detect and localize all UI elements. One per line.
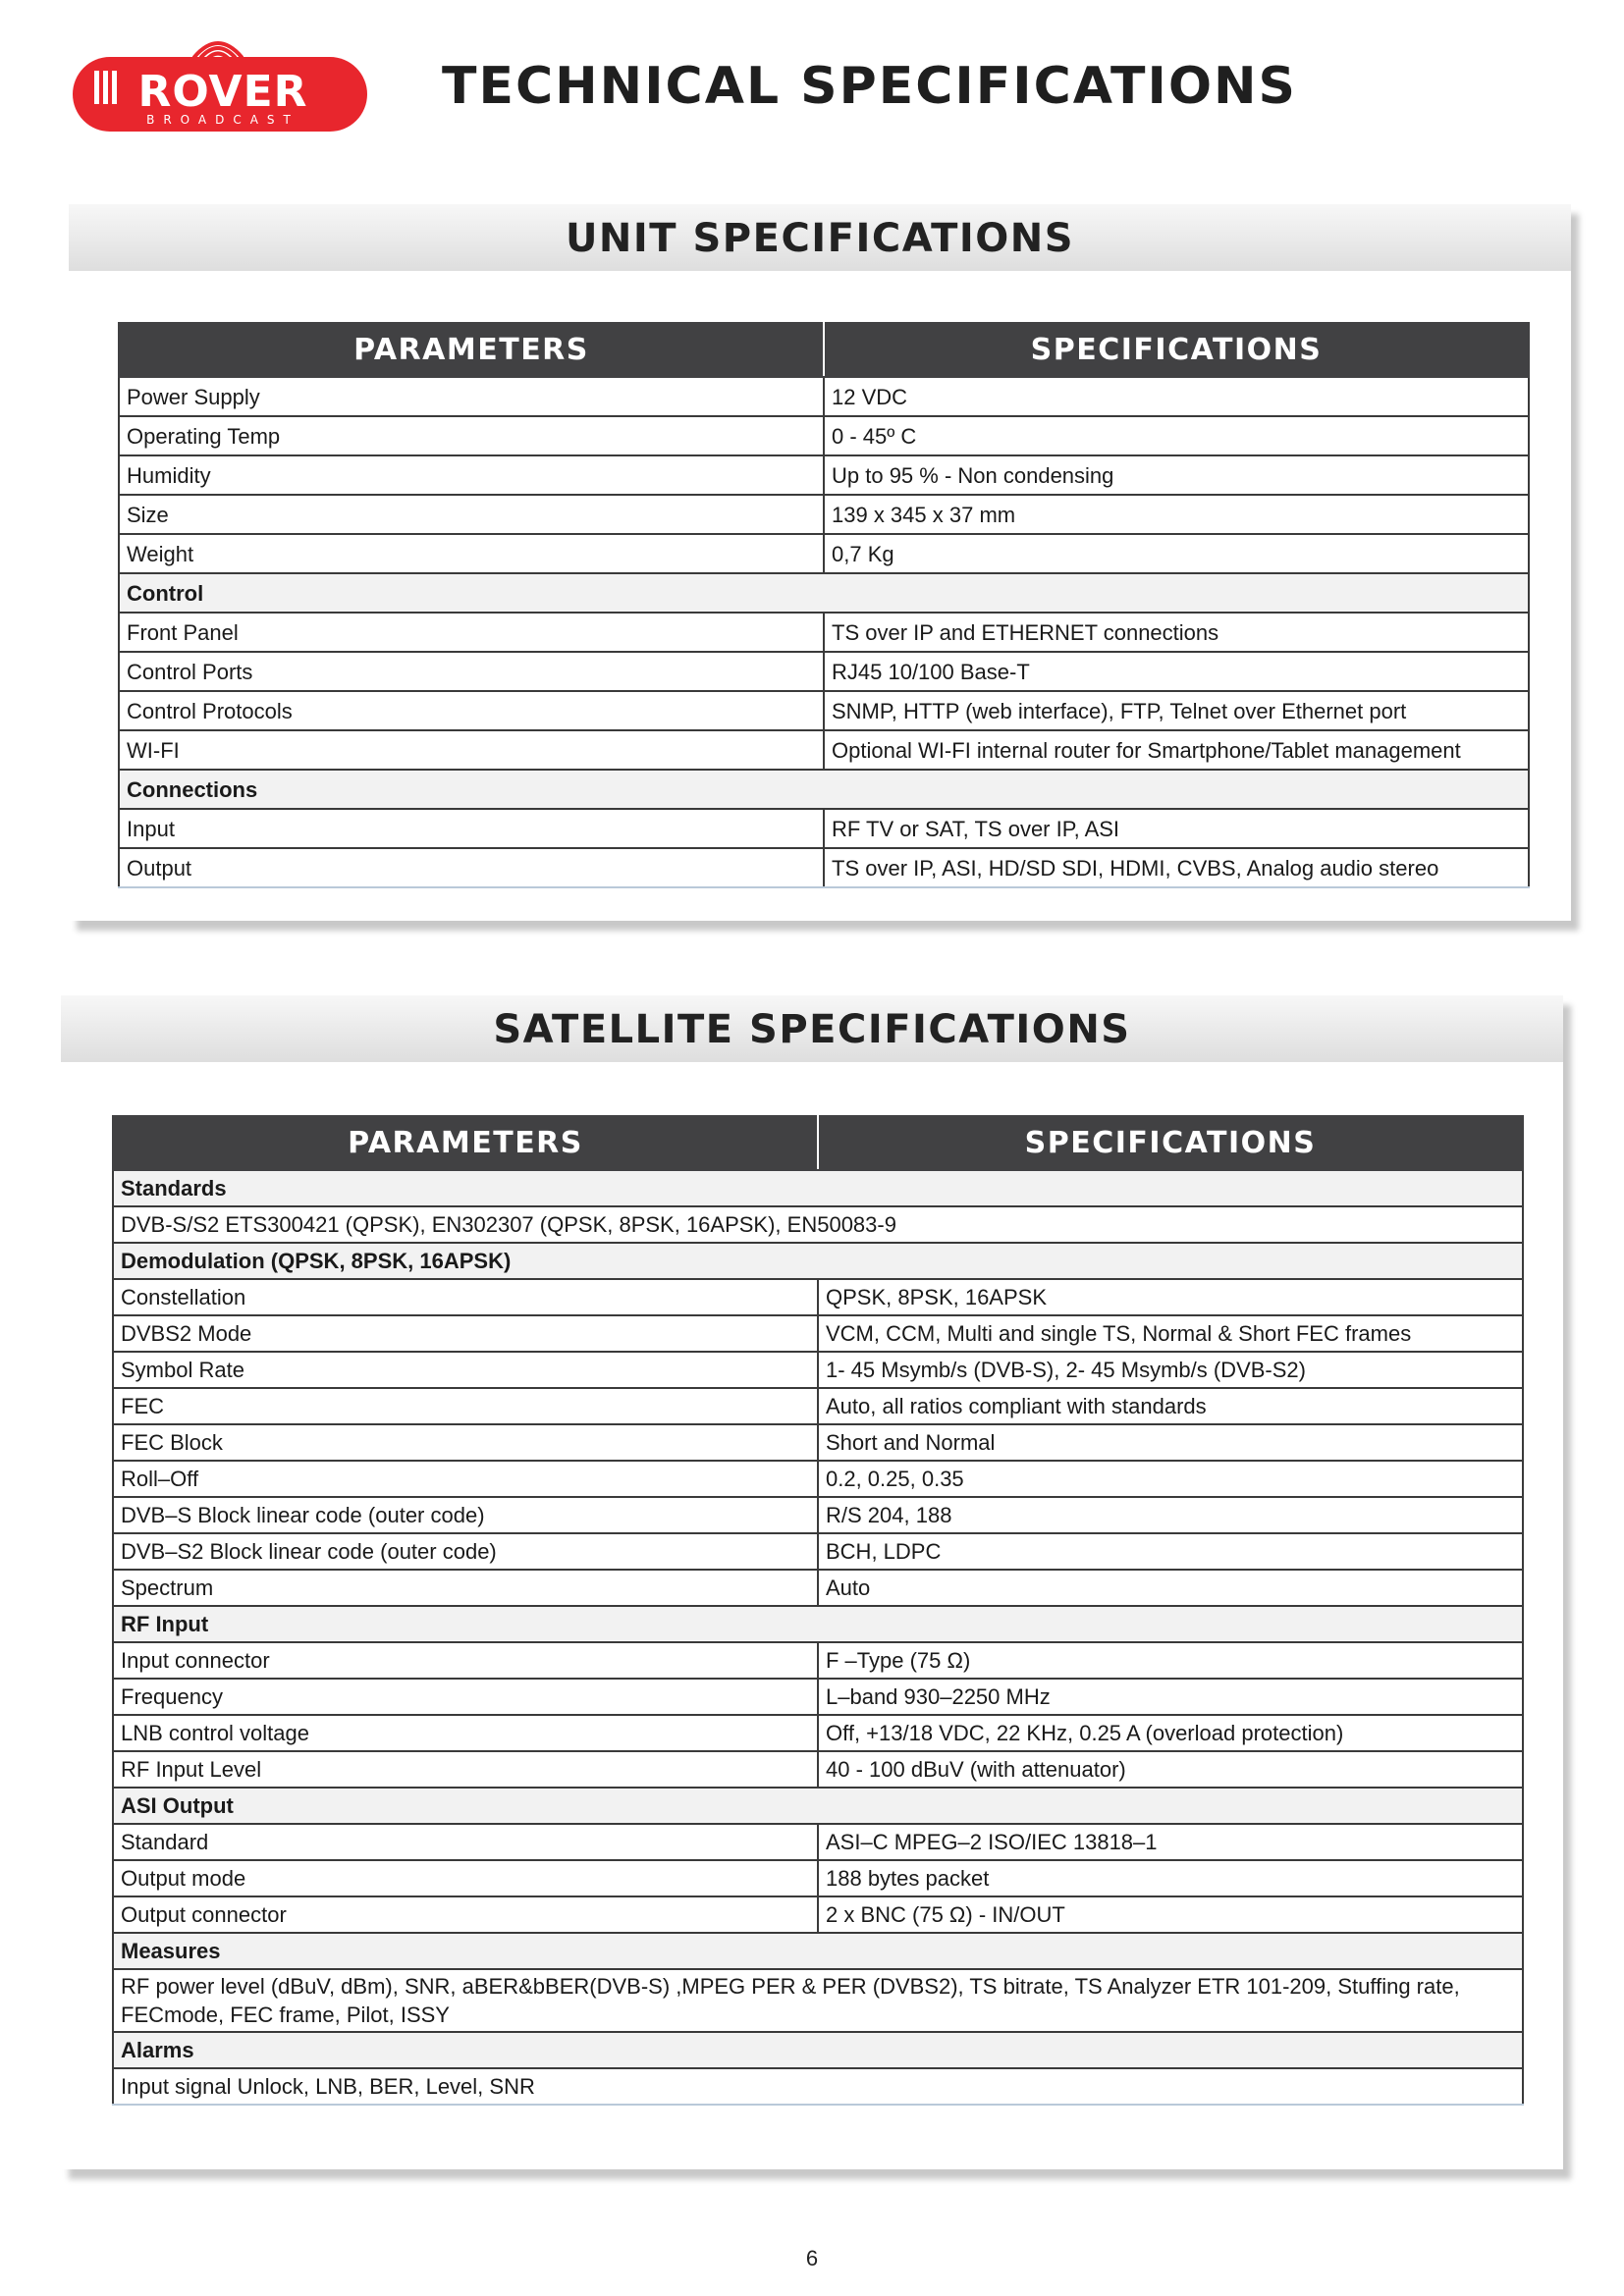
- section-title: Connections: [119, 770, 1529, 809]
- table-row: [119, 416, 1529, 455]
- full-width-cell: RF power level (dBuV, dBm), SNR, aBER&bBER(DVB-S) ,MPEG PER & PER (DVBS2), TS bitrate, TS Analyzer ETR 101-209, Stuffing rate, FECmode, FEC frame, Pilot, ISSY: [113, 1969, 1523, 2032]
- parameter-cell: Front Panel: [119, 613, 824, 652]
- table-row: [113, 1279, 1523, 1315]
- specification-cell: 12 VDC: [824, 377, 1529, 416]
- table-row: [119, 848, 1529, 887]
- svg-text:BROADCAST: BROADCAST: [146, 113, 299, 127]
- table-row: [113, 1461, 1523, 1497]
- table-row: [119, 455, 1529, 495]
- table-row: [119, 691, 1529, 730]
- section-row: [113, 1243, 1523, 1279]
- table-row: [113, 1533, 1523, 1570]
- parameter-cell: Constellation: [113, 1279, 818, 1315]
- parameter-cell: Frequency: [113, 1679, 818, 1715]
- parameter-cell: Power Supply: [119, 377, 824, 416]
- specification-cell: QPSK, 8PSK, 16APSK: [818, 1279, 1523, 1315]
- specification-cell: ASI–C MPEG–2 ISO/IEC 13818–1: [818, 1824, 1523, 1860]
- parameter-cell: Weight: [119, 534, 824, 573]
- table-row: [119, 495, 1529, 534]
- unit-spec-table-body: [119, 377, 1529, 887]
- parameter-cell: Standard: [113, 1824, 818, 1860]
- table-row: [113, 1206, 1523, 1243]
- rover-broadcast-logo: [71, 27, 370, 133]
- table-row: [113, 1679, 1523, 1715]
- section-row: [113, 2032, 1523, 2068]
- signal-waves-icon: [194, 43, 242, 58]
- parameter-cell: Size: [119, 495, 824, 534]
- svg-text:ROVER: ROVER: [137, 67, 308, 117]
- table-row: [113, 1352, 1523, 1388]
- table-row: [119, 730, 1529, 770]
- specification-cell: Optional WI-FI internal router for Smartphone/Tablet management: [824, 730, 1529, 770]
- table-row: [113, 1860, 1523, 1896]
- section-row: [113, 1170, 1523, 1206]
- parameter-cell: Roll–Off: [113, 1461, 818, 1497]
- section-title: RF Input: [113, 1606, 1523, 1642]
- parameter-cell: Symbol Rate: [113, 1352, 818, 1388]
- parameter-cell: Output connector: [113, 1896, 818, 1933]
- specifications-column-header: SPECIFICATIONS: [824, 323, 1529, 377]
- parameter-cell: Spectrum: [113, 1570, 818, 1606]
- specification-cell: 40 - 100 dBuV (with attenuator): [818, 1751, 1523, 1788]
- table-row: [119, 652, 1529, 691]
- table-row: [113, 1824, 1523, 1860]
- section-title: ASI Output: [113, 1788, 1523, 1824]
- satellite-specifications-panel: [61, 995, 1563, 2169]
- parameter-cell: Output: [119, 848, 824, 887]
- section-title: Demodulation (QPSK, 8PSK, 16APSK): [113, 1243, 1523, 1279]
- specification-cell: 0.2, 0.25, 0.35: [818, 1461, 1523, 1497]
- page-number: 6: [805, 2246, 819, 2270]
- section-title: Standards: [113, 1170, 1523, 1206]
- table-row: [119, 613, 1529, 652]
- section-title: Control: [119, 573, 1529, 613]
- parameter-cell: Input: [119, 809, 824, 848]
- section-title: Measures: [113, 1933, 1523, 1969]
- section-title: Alarms: [113, 2032, 1523, 2068]
- specifications-column-header: SPECIFICATIONS: [818, 1116, 1523, 1170]
- table-row: [113, 1497, 1523, 1533]
- table-row: [113, 1751, 1523, 1788]
- specification-cell: Up to 95 % - Non condensing: [824, 455, 1529, 495]
- parameter-cell: FEC Block: [113, 1424, 818, 1461]
- parameter-cell: RF Input Level: [113, 1751, 818, 1788]
- specification-cell: Off, +13/18 VDC, 22 KHz, 0.25 A (overload protection): [818, 1715, 1523, 1751]
- section-row: [113, 1606, 1523, 1642]
- section-row: [119, 770, 1529, 809]
- specification-cell: 139 x 345 x 37 mm: [824, 495, 1529, 534]
- specification-cell: TS over IP and ETHERNET connections: [824, 613, 1529, 652]
- parameter-cell: DVB–S2 Block linear code (outer code): [113, 1533, 818, 1570]
- full-width-cell: Input signal Unlock, LNB, BER, Level, SNR: [113, 2068, 1523, 2105]
- specification-cell: F –Type (75 Ω): [818, 1642, 1523, 1679]
- table-row: [113, 2068, 1523, 2105]
- parameter-cell: WI-FI: [119, 730, 824, 770]
- satellite-specifications-heading: SATELLITE SPECIFICATIONS: [61, 995, 1563, 1062]
- parameter-cell: Control Protocols: [119, 691, 824, 730]
- table-row: [113, 1896, 1523, 1933]
- specification-cell: Auto: [818, 1570, 1523, 1606]
- full-width-cell: DVB-S/S2 ETS300421 (QPSK), EN302307 (QPSK, 8PSK, 16APSK), EN50083-9: [113, 1206, 1523, 1243]
- table-row: [113, 1315, 1523, 1352]
- parameter-cell: LNB control voltage: [113, 1715, 818, 1751]
- unit-spec-table: [118, 322, 1530, 888]
- section-row: [119, 573, 1529, 613]
- specification-cell: 1- 45 Msymb/s (DVB-S), 2- 45 Msymb/s (DVB-S2): [818, 1352, 1523, 1388]
- parameter-cell: DVBS2 Mode: [113, 1315, 818, 1352]
- satellite-spec-table-body: [113, 1170, 1523, 2105]
- table-row: [119, 377, 1529, 416]
- table-row: [119, 534, 1529, 573]
- parameters-column-header: PARAMETERS: [119, 323, 824, 377]
- parameter-cell: Operating Temp: [119, 416, 824, 455]
- specification-cell: RJ45 10/100 Base-T: [824, 652, 1529, 691]
- parameter-cell: Control Ports: [119, 652, 824, 691]
- page-title: TECHNICAL SPECIFICATIONS: [442, 57, 1298, 116]
- specification-cell: RF TV or SAT, TS over IP, ASI: [824, 809, 1529, 848]
- specification-cell: 0,7 Kg: [824, 534, 1529, 573]
- parameter-cell: Input connector: [113, 1642, 818, 1679]
- specification-cell: L–band 930–2250 MHz: [818, 1679, 1523, 1715]
- parameter-cell: FEC: [113, 1388, 818, 1424]
- table-row: [113, 1424, 1523, 1461]
- unit-specifications-heading: UNIT SPECIFICATIONS: [69, 204, 1571, 271]
- table-row: [119, 809, 1529, 848]
- specification-cell: 0 - 45º C: [824, 416, 1529, 455]
- table-row: [113, 1388, 1523, 1424]
- specification-cell: SNMP, HTTP (web interface), FTP, Telnet over Ethernet port: [824, 691, 1529, 730]
- specification-cell: Auto, all ratios compliant with standards: [818, 1388, 1523, 1424]
- unit-specifications-panel: [69, 204, 1571, 921]
- specification-cell: 2 x BNC (75 Ω) - IN/OUT: [818, 1896, 1523, 1933]
- specification-cell: Short and Normal: [818, 1424, 1523, 1461]
- parameter-cell: DVB–S Block linear code (outer code): [113, 1497, 818, 1533]
- table-row: [113, 1715, 1523, 1751]
- specification-cell: R/S 204, 188: [818, 1497, 1523, 1533]
- parameters-column-header: PARAMETERS: [113, 1116, 818, 1170]
- specification-cell: TS over IP, ASI, HD/SD SDI, HDMI, CVBS, Analog audio stereo: [824, 848, 1529, 887]
- table-row: [113, 1969, 1523, 2032]
- table-row: [113, 1570, 1523, 1606]
- parameter-cell: Output mode: [113, 1860, 818, 1896]
- specification-cell: VCM, CCM, Multi and single TS, Normal & Short FEC frames: [818, 1315, 1523, 1352]
- specification-cell: 188 bytes packet: [818, 1860, 1523, 1896]
- satellite-spec-table: [112, 1115, 1524, 2106]
- section-row: [113, 1788, 1523, 1824]
- parameter-cell: Humidity: [119, 455, 824, 495]
- section-row: [113, 1933, 1523, 1969]
- table-row: [113, 1642, 1523, 1679]
- specification-cell: BCH, LDPC: [818, 1533, 1523, 1570]
